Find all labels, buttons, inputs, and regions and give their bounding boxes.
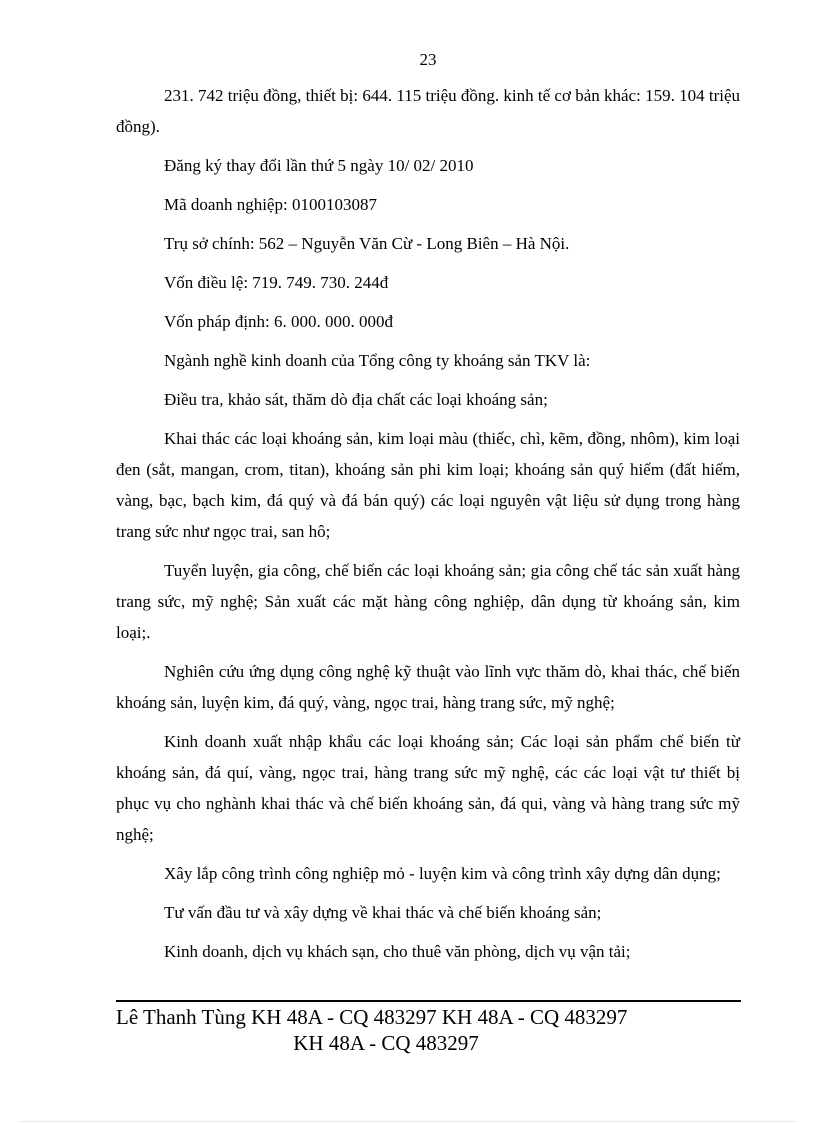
page-footer — [116, 1004, 656, 1056]
paragraph-hospitality: Kinh doanh, dịch vụ khách sạn, cho thuê văn phòng, dịch vụ vận tải; — [164, 942, 631, 961]
document-body — [116, 80, 740, 967]
paragraph-exploration: Điều tra, khảo sát, thăm dò địa chất các loại khoáng sản; — [164, 390, 548, 409]
paragraph-capital-breakdown: 231. 742 triệu đồng, thiết bị: 644. 115 triệu đồng. kinh tế cơ bản khác: 159. 104 triệu đồng). — [116, 86, 740, 136]
footer-line-1: Lê Thanh Tùng KH 48A - CQ 483297 KH 48A - CQ 483297 — [116, 1005, 628, 1029]
paragraph-business-lines-intro: Ngành nghề kinh doanh của Tổng công ty khoáng sản TKV là: — [164, 351, 591, 370]
page-bottom-edge — [20, 1121, 796, 1122]
paragraph-import-export: Kinh doanh xuất nhập khẩu các loại khoáng sản; Các loại sản phẩm chế biến từ khoáng sản, đá quí, vàng, ngọc trai, hàng trang sức mỹ nghệ, các các loại vật tư thiết bị phục vụ cho nghành khai thác và chế biến khoáng sản, đá qui, vàng và hàng trang sức mỹ nghệ; — [116, 732, 740, 844]
footer-divider — [116, 1000, 741, 1002]
paragraph-construction: Xây lắp công trình công nghiệp mỏ - luyện kim và công trình xây dựng dân dụng; — [164, 864, 721, 883]
paragraph-research: Nghiên cứu ứng dụng công nghệ kỹ thuật vào lĩnh vực thăm dò, khai thác, chế biến khoáng sản, luyện kim, đá quý, vàng, ngọc trai, hàng trang sức, mỹ nghệ; — [116, 662, 740, 712]
footer-line-2: KH 48A - CQ 483297 — [293, 1031, 479, 1055]
paragraph-processing: Tuyển luyện, gia công, chế biến các loại khoáng sản; gia công chế tác sản xuất hàng trang sức, mỹ nghệ; Sản xuất các mặt hàng công nghiệp, dân dụng từ khoáng sản, kim loại;. — [116, 561, 740, 642]
paragraph-charter-capital: Vốn điều lệ: 719. 749. 730. 244đ — [164, 273, 389, 292]
paragraph-registration-change: Đăng ký thay đổi lần thứ 5 ngày 10/ 02/ 2010 — [164, 156, 474, 175]
paragraph-enterprise-code: Mã doanh nghiệp: 0100103087 — [164, 195, 377, 214]
paragraph-mining: Khai thác các loại khoáng sản, kim loại màu (thiếc, chì, kẽm, đồng, nhôm), kim loại đen (sắt, mangan, crom, titan), khoáng sản phi kim loại; khoáng sản quý hiếm (đất hiếm, vàng, bạc, bạch kim, đá quý và đá bán quý) các loại nguyên vật liệu sử dụng trong hàng trang sức như ngọc trai, san hô; — [116, 429, 740, 541]
paragraph-head-office: Trụ sở chính: 562 – Nguyễn Văn Cừ - Long Biên – Hà Nội. — [164, 234, 570, 253]
paragraph-consulting: Tư vấn đầu tư và xây dựng về khai thác và chế biến khoáng sản; — [164, 903, 602, 922]
paragraph-legal-capital: Vốn pháp định: 6. 000. 000. 000đ — [164, 312, 394, 331]
page-number: 23 — [419, 50, 437, 69]
